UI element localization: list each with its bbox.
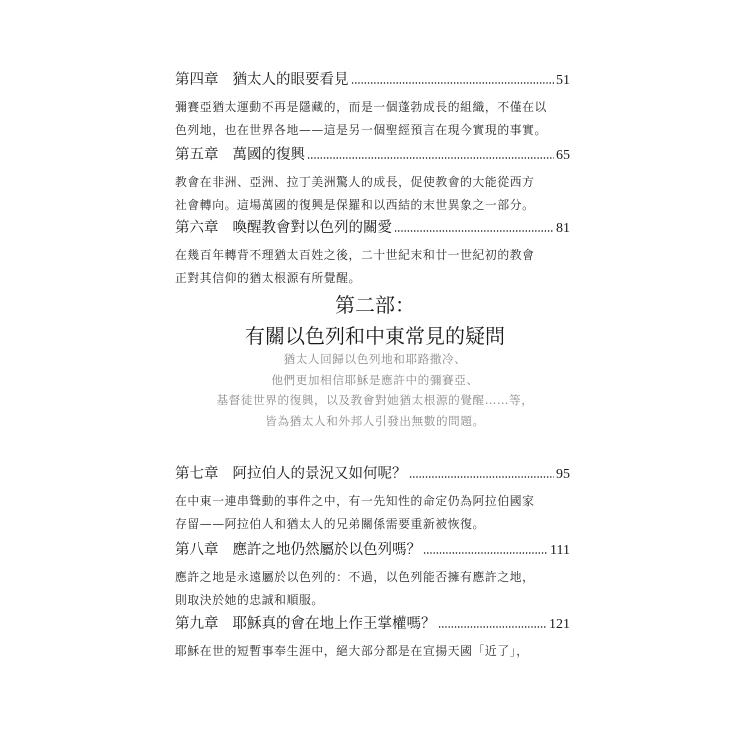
chapter-number: 第八章 <box>175 542 219 558</box>
page-number: 81 <box>556 221 570 236</box>
chapter-summary <box>175 171 570 217</box>
summary-line: 耶穌在世的短暫事奉生涯中，絕大部分都是在宣揚天國「近了」， <box>175 644 529 658</box>
dot-leader <box>409 476 555 478</box>
chapter-number: 第九章 <box>175 616 219 632</box>
intro-line: 皆為猶太人和外邦人引發出無數的問題。 <box>265 413 485 428</box>
chapter-summary <box>175 244 570 290</box>
toc-entry <box>175 70 570 142</box>
chapter-heading <box>175 540 570 560</box>
page-number: 121 <box>549 617 570 632</box>
toc-entry <box>175 218 570 290</box>
page-number: 111 <box>550 543 570 558</box>
summary-line: 教會在非洲、亞洲、拉丁美洲驚人的成長，促使教會的大能從西方 <box>175 175 535 189</box>
dot-leader <box>438 626 548 628</box>
intro-line: 基督徒世界的復興，以及教會對她猶太根源的覺醒……等， <box>216 393 534 407</box>
part-title: 第二部： <box>335 293 415 317</box>
toc-entry <box>175 540 570 612</box>
chapter-summary <box>175 640 570 663</box>
page-number: 51 <box>556 73 570 88</box>
part-subtitle: 有關以色列和中東常見的疑問 <box>245 324 505 348</box>
chapter-summary <box>175 96 570 142</box>
dot-leader <box>307 157 554 159</box>
summary-line: 色列地，也在世界各地——這是另一個聖經預言在現今實現的事實。 <box>175 123 547 137</box>
chapter-number: 第四章 <box>175 72 219 88</box>
summary-line: 存留——阿拉伯人和猶太人的兄弟關係需要重新被恢復。 <box>175 517 485 531</box>
chapter-title: 應許之地仍然屬於以色列嗎？ <box>232 542 421 558</box>
toc-entry <box>175 614 570 663</box>
chapter-heading <box>175 70 570 90</box>
part-heading <box>0 291 750 351</box>
chapter-title: 猶太人的眼要看見 <box>232 72 349 88</box>
summary-line: 應許之地是永遠屬於以色列的：不過，以色列能否擁有應許之地， <box>175 570 535 584</box>
chapter-title: 阿拉伯人的景況又如何呢？ <box>232 466 407 482</box>
summary-line: 則取決於她的忠誠和順服。 <box>175 593 324 607</box>
chapter-summary <box>175 566 570 612</box>
chapter-title: 萬國的復興 <box>232 147 305 163</box>
toc-entry <box>175 145 570 217</box>
summary-line: 社會轉向。這場萬國的復興是保羅和以西結的末世異象之一部分。 <box>175 198 535 212</box>
chapter-summary <box>175 490 570 536</box>
dot-leader <box>351 82 555 84</box>
chapter-title: 耶穌真的會在地上作王掌權嗎？ <box>232 616 436 632</box>
chapter-number: 第五章 <box>175 147 219 163</box>
chapter-number: 第六章 <box>175 220 219 236</box>
intro-line: 猶太人回歸以色列地和耶路撒冷、 <box>283 352 467 366</box>
chapter-heading <box>175 614 570 634</box>
chapter-title: 喚醒教會對以色列的關愛 <box>232 220 392 236</box>
dot-leader <box>423 552 548 554</box>
chapter-heading <box>175 464 570 484</box>
page-number: 95 <box>556 467 570 482</box>
chapter-heading <box>175 145 570 165</box>
summary-line: 在中東一連串聳動的事件之中，有一先知性的命定仍為阿拉伯國家 <box>175 494 535 508</box>
chapter-number: 第七章 <box>175 466 219 482</box>
dot-leader <box>394 230 554 232</box>
page-number: 65 <box>556 148 570 163</box>
summary-line: 彌賽亞猶太運動不再是隱藏的，而是一個蓬勃成長的組織，不僅在以 <box>175 100 547 114</box>
summary-line: 在幾百年轉背不理猶太百姓之後，二十世紀末和廿一世紀初的教會 <box>175 248 535 262</box>
part-intro <box>0 349 750 431</box>
intro-line: 他們更加相信耶穌是應許中的彌賽亞、 <box>271 372 479 387</box>
toc-entry <box>175 464 570 536</box>
chapter-heading <box>175 218 570 238</box>
summary-line: 正對其信仰的猶太根源有所覺醒。 <box>175 271 361 285</box>
